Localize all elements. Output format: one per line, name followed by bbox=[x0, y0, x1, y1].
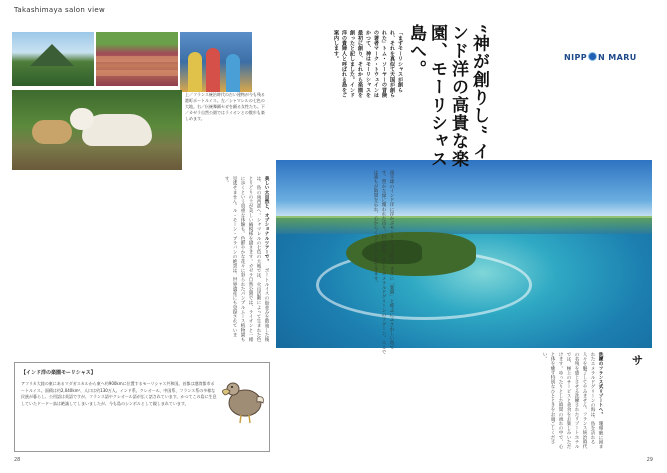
logo-text-left: NIPP bbox=[564, 53, 587, 62]
body-text-bottom bbox=[298, 352, 604, 452]
page-number-right: 29 bbox=[646, 457, 653, 463]
island-aerial-photo bbox=[276, 160, 652, 348]
header-label: Takashimaya salon view bbox=[14, 6, 105, 14]
body-text-upper: 南半球のインド洋に浮かぶモーリシャス島は、まさに「楽園」と呼ぶにふさわしい島です。豊かな緑に覆われた山々、白い砂浜、そしてエメラルドグリーンのラグーン。ここでは誰もが時間を忘れ、心からくつろぐことができます。 bbox=[373, 170, 394, 354]
nippon-maru-logo bbox=[564, 52, 637, 62]
section-heading-nature: 美しい大自然と、オプショナルツアーで。 bbox=[264, 176, 269, 264]
globe-icon bbox=[588, 52, 597, 61]
dodo-bird-icon bbox=[221, 375, 267, 425]
body-text-left bbox=[22, 176, 270, 342]
body-bottom-paragraph: 珊瑚礁に囲まれたエメラルドグリーンの海は、島を訪れる人々を魅了してやみません。フランス統治時代の名残を感じさせる洗練されたリゾートホテルでは、極上のサービスと美食をお楽しみいただけます。ゆったりとした時間の流れの中で、心と体を癒す特別なひとときをお過ごしください。 bbox=[542, 352, 603, 449]
info-box-text: アフリカ大陸の東にあるマダガスカルから東へ約900kmに位置するモーリシャス共和国。首都は港湾都市ポートルイス。面積は約2,040km²、人口は約130万人。インド系、クレオール、中国系、フランス系の多様な民族が暮らし、公用語は英語ですが、フランス語やクレオール語が広く話されています。かつてこの島に生息していたドードー鳥は絶滅してしまいましたが、今も島のシンボルとして親しまれています。 bbox=[21, 381, 217, 406]
body-left-paragraph: ポートルイスの街並みを散策した後は、島の南西部へ。シャマレルの七色の大地では、火山活動によって生まれた色とりどりの土が美しい縞模様を描きます。カゼラ自然公園では、ライオンと一緒に歩くという貴重な体験も。色鮮やかな花々に彩られたパンプルムース植物園も見逃せません。ル・モーン・ブラバンの絶景は、世界遺産にも登録されています。 bbox=[224, 176, 269, 342]
logo-text-right: N MARU bbox=[598, 53, 637, 62]
info-box-title: 【インド洋の楽園モーリシャス】 bbox=[21, 370, 96, 376]
info-box bbox=[14, 362, 270, 452]
drop-initial: サ bbox=[632, 354, 643, 367]
seven-colored-earth-photo bbox=[96, 32, 178, 86]
lead-text: 「まずモーリシャスが創られ、それを真似て天国が創られた」トム・ソーヤーの冒険の著者マーク・トウェインはかつて、神はモーリシャスを最初に創り、それから楽園を創ったと記しました。インド洋の貴婦人と呼ばれる島をご案内します。 bbox=[333, 30, 403, 98]
page-title: “神が創りし” インド洋の高貴な楽園、モーリシャス島へ。 bbox=[406, 24, 489, 168]
lion-photo bbox=[12, 90, 182, 170]
dancers-photo bbox=[180, 32, 252, 92]
page-number-left: 28 bbox=[14, 457, 21, 463]
photo-caption: 上／フランス統治時代の古い建物が今も残る港町ポートルイス。左／シャマレルの七色の大地。右／伝統舞踊セガを踊る女性たち。下／カゼラ自然公園ではライオンとの散歩も楽しめます。 bbox=[185, 92, 265, 121]
section-heading-resort: 洗練のフランス式リゾートへ。 bbox=[598, 352, 603, 417]
mountain-photo bbox=[12, 32, 94, 86]
